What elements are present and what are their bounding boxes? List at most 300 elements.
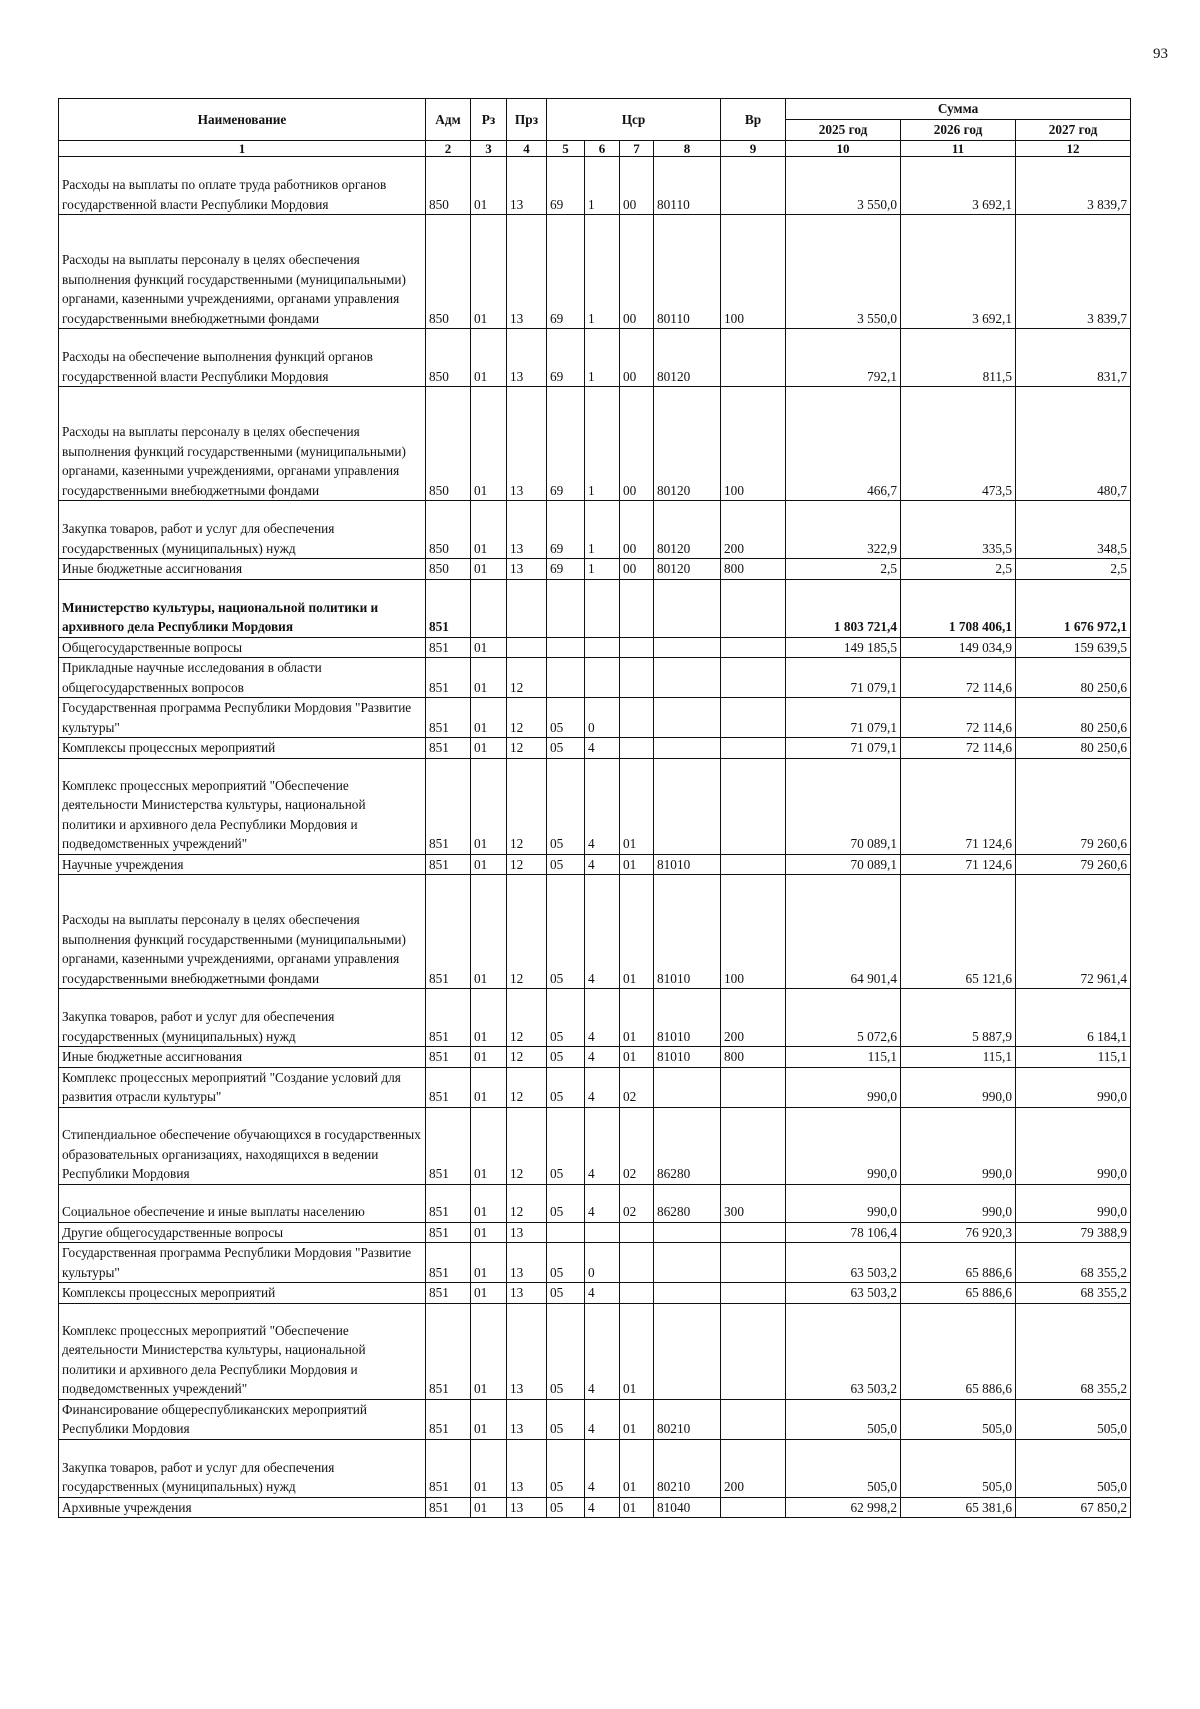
cell-adm: 850 [426, 387, 471, 501]
cell-s3: 3 839,7 [1016, 215, 1131, 329]
cell-prz: 12 [507, 738, 547, 759]
cell-s2: 65 381,6 [901, 1497, 1016, 1518]
cell-s3: 3 839,7 [1016, 157, 1131, 215]
cell-prz: 12 [507, 698, 547, 738]
cell-vr [721, 1303, 786, 1399]
cell-rz [471, 579, 507, 637]
cell-rz: 01 [471, 1047, 507, 1068]
cell-c1: 05 [547, 1497, 585, 1518]
cell-s3: 79 260,6 [1016, 854, 1131, 875]
cell-name: Закупка товаров, работ и услуг для обеспечения государственных (муниципальных) нужд [59, 501, 426, 559]
cell-s3: 990,0 [1016, 1067, 1131, 1107]
cell-name: Комплексы процессных мероприятий [59, 738, 426, 759]
cell-c4: 80210 [654, 1399, 721, 1439]
cell-c1: 05 [547, 1303, 585, 1399]
cell-c2: 4 [585, 758, 620, 854]
cell-rz: 01 [471, 758, 507, 854]
cell-c4: 81010 [654, 854, 721, 875]
cell-s2: 1 708 406,1 [901, 579, 1016, 637]
cell-prz [507, 579, 547, 637]
cell-s2: 76 920,3 [901, 1222, 1016, 1243]
header-adm: Адм [426, 99, 471, 141]
cell-c2: 0 [585, 1243, 620, 1283]
cell-s2: 990,0 [901, 1067, 1016, 1107]
cell-c2: 4 [585, 854, 620, 875]
cell-name: Расходы на выплаты персоналу в целях обеспечения выполнения функций государственными (муниципальными) органами, казенными учреждениями, органами управления государственными внебюджетными фондами [59, 215, 426, 329]
table-row [59, 1399, 1131, 1439]
cell-name: Финансирование общереспубликанских мероприятий Республики Мордовия [59, 1399, 426, 1439]
cell-s1: 466,7 [786, 387, 901, 501]
table-row [59, 758, 1131, 854]
cell-c4: 81010 [654, 989, 721, 1047]
cell-prz: 13 [507, 1283, 547, 1304]
cell-c2: 4 [585, 1439, 620, 1497]
cell-c3: 00 [620, 501, 654, 559]
cell-c1: 69 [547, 387, 585, 501]
cell-s2: 65 886,6 [901, 1303, 1016, 1399]
header-year-2026: 2026 год [901, 120, 1016, 141]
cell-c1: 05 [547, 1047, 585, 1068]
cell-c2 [585, 658, 620, 698]
cell-c4: 80210 [654, 1439, 721, 1497]
cell-c1 [547, 579, 585, 637]
cell-adm: 851 [426, 854, 471, 875]
cell-adm: 851 [426, 698, 471, 738]
cell-adm: 850 [426, 157, 471, 215]
cell-c4: 81010 [654, 875, 721, 989]
cell-s1: 5 072,6 [786, 989, 901, 1047]
cell-s3: 72 961,4 [1016, 875, 1131, 989]
cell-vr [721, 1283, 786, 1304]
cell-s2: 2,5 [901, 559, 1016, 580]
column-number: 7 [620, 141, 654, 157]
budget-rows [59, 157, 1131, 1518]
table-row [59, 658, 1131, 698]
cell-c4 [654, 698, 721, 738]
cell-s2: 72 114,6 [901, 658, 1016, 698]
cell-vr [721, 758, 786, 854]
cell-name: Стипендиальное обеспечение обучающихся в государственных образовательных организациях, находящихся в ведении Республики Мордовия [59, 1107, 426, 1184]
cell-s1: 63 503,2 [786, 1283, 901, 1304]
cell-c1: 05 [547, 1283, 585, 1304]
cell-rz: 01 [471, 854, 507, 875]
cell-s1: 71 079,1 [786, 698, 901, 738]
cell-adm: 851 [426, 1067, 471, 1107]
cell-s1: 78 106,4 [786, 1222, 901, 1243]
cell-adm: 851 [426, 875, 471, 989]
cell-prz: 12 [507, 989, 547, 1047]
cell-prz: 13 [507, 1303, 547, 1399]
cell-c4 [654, 1283, 721, 1304]
cell-prz: 13 [507, 329, 547, 387]
cell-prz [507, 637, 547, 658]
cell-name: Комплекс процессных мероприятий "Создание условий для развития отрасли культуры" [59, 1067, 426, 1107]
cell-name: Расходы на выплаты персоналу в целях обеспечения выполнения функций государственными (муниципальными) органами, казенными учреждениями, органами управления государственными внебюджетными фондами [59, 387, 426, 501]
cell-rz: 01 [471, 658, 507, 698]
cell-c4 [654, 1067, 721, 1107]
cell-s2: 71 124,6 [901, 854, 1016, 875]
cell-c2 [585, 637, 620, 658]
cell-c2: 4 [585, 1399, 620, 1439]
cell-adm: 851 [426, 1107, 471, 1184]
cell-prz: 13 [507, 559, 547, 580]
cell-vr [721, 1399, 786, 1439]
cell-s3: 80 250,6 [1016, 738, 1131, 759]
cell-rz: 01 [471, 875, 507, 989]
cell-vr: 100 [721, 215, 786, 329]
cell-c3 [620, 637, 654, 658]
cell-name: Комплекс процессных мероприятий "Обеспечение деятельности Министерства культуры, национальной политики и архивного дела Республики Мордовия и подведомственных учреждений" [59, 1303, 426, 1399]
cell-c2: 1 [585, 501, 620, 559]
cell-prz: 13 [507, 1243, 547, 1283]
cell-name: Прикладные научные исследования в области общегосударственных вопросов [59, 658, 426, 698]
cell-adm: 850 [426, 329, 471, 387]
cell-c1: 05 [547, 1243, 585, 1283]
table-row [59, 854, 1131, 875]
cell-prz: 12 [507, 758, 547, 854]
cell-c4 [654, 1222, 721, 1243]
cell-s2: 72 114,6 [901, 698, 1016, 738]
cell-s1: 505,0 [786, 1399, 901, 1439]
cell-c2: 4 [585, 1107, 620, 1184]
cell-adm: 851 [426, 637, 471, 658]
cell-name: Общегосударственные вопросы [59, 637, 426, 658]
cell-c1: 05 [547, 1184, 585, 1222]
cell-c1 [547, 637, 585, 658]
cell-s3: 80 250,6 [1016, 698, 1131, 738]
cell-c1 [547, 1222, 585, 1243]
cell-c2: 0 [585, 698, 620, 738]
table-row [59, 387, 1131, 501]
header-csr: Цср [547, 99, 721, 141]
cell-vr: 200 [721, 1439, 786, 1497]
cell-s1: 2,5 [786, 559, 901, 580]
cell-c1: 69 [547, 215, 585, 329]
header-sum: Сумма [786, 99, 1131, 120]
cell-prz: 13 [507, 501, 547, 559]
cell-c3: 01 [620, 989, 654, 1047]
cell-prz: 12 [507, 658, 547, 698]
table-row [59, 1047, 1131, 1068]
cell-c1: 05 [547, 698, 585, 738]
cell-c3: 02 [620, 1067, 654, 1107]
cell-c1: 05 [547, 1067, 585, 1107]
cell-c1: 05 [547, 758, 585, 854]
cell-c1: 05 [547, 854, 585, 875]
cell-s2: 811,5 [901, 329, 1016, 387]
table-row [59, 698, 1131, 738]
table-row [59, 579, 1131, 637]
cell-c3: 01 [620, 758, 654, 854]
cell-adm: 851 [426, 1047, 471, 1068]
cell-s3: 2,5 [1016, 559, 1131, 580]
cell-prz: 12 [507, 1107, 547, 1184]
column-number: 10 [786, 141, 901, 157]
cell-vr: 300 [721, 1184, 786, 1222]
column-number: 11 [901, 141, 1016, 157]
cell-c1: 69 [547, 157, 585, 215]
cell-s2: 990,0 [901, 1107, 1016, 1184]
cell-prz: 13 [507, 1399, 547, 1439]
cell-c2: 4 [585, 1184, 620, 1222]
cell-c3: 02 [620, 1184, 654, 1222]
cell-c3: 00 [620, 215, 654, 329]
cell-vr [721, 157, 786, 215]
header-name: Наименование [59, 99, 426, 141]
table-row [59, 501, 1131, 559]
cell-prz: 12 [507, 1067, 547, 1107]
table-row [59, 1303, 1131, 1399]
header-year-2025: 2025 год [786, 120, 901, 141]
cell-rz: 01 [471, 501, 507, 559]
cell-s1: 322,9 [786, 501, 901, 559]
table-row [59, 559, 1131, 580]
cell-s2: 335,5 [901, 501, 1016, 559]
cell-prz: 13 [507, 1222, 547, 1243]
cell-rz: 01 [471, 157, 507, 215]
cell-rz: 01 [471, 1243, 507, 1283]
cell-s1: 62 998,2 [786, 1497, 901, 1518]
cell-adm: 851 [426, 738, 471, 759]
cell-adm: 851 [426, 989, 471, 1047]
cell-s1: 71 079,1 [786, 738, 901, 759]
cell-c2: 1 [585, 329, 620, 387]
cell-rz: 01 [471, 1303, 507, 1399]
cell-vr [721, 1243, 786, 1283]
cell-s2: 72 114,6 [901, 738, 1016, 759]
cell-rz: 01 [471, 738, 507, 759]
cell-vr [721, 854, 786, 875]
column-number: 12 [1016, 141, 1131, 157]
table-row [59, 1243, 1131, 1283]
cell-name: Комплекс процессных мероприятий "Обеспечение деятельности Министерства культуры, национальной политики и архивного дела Республики Мордовия и подведомственных учреждений" [59, 758, 426, 854]
cell-adm: 851 [426, 579, 471, 637]
cell-c3 [620, 1243, 654, 1283]
header-vr: Вр [721, 99, 786, 141]
header-rz: Рз [471, 99, 507, 141]
cell-c3: 01 [620, 1047, 654, 1068]
cell-c4 [654, 1303, 721, 1399]
cell-adm: 851 [426, 1243, 471, 1283]
table-row [59, 1439, 1131, 1497]
cell-c2: 4 [585, 1303, 620, 1399]
cell-vr: 100 [721, 875, 786, 989]
cell-c1: 69 [547, 501, 585, 559]
cell-c1: 05 [547, 989, 585, 1047]
cell-c4: 86280 [654, 1184, 721, 1222]
cell-s2: 149 034,9 [901, 637, 1016, 658]
cell-s3: 990,0 [1016, 1184, 1131, 1222]
cell-rz: 01 [471, 329, 507, 387]
cell-c4: 80120 [654, 559, 721, 580]
cell-c2: 4 [585, 989, 620, 1047]
cell-vr [721, 1067, 786, 1107]
cell-adm: 850 [426, 559, 471, 580]
cell-c1 [547, 658, 585, 698]
cell-s1: 990,0 [786, 1184, 901, 1222]
table-row [59, 1107, 1131, 1184]
cell-adm: 851 [426, 658, 471, 698]
cell-prz: 13 [507, 157, 547, 215]
cell-vr: 800 [721, 1047, 786, 1068]
cell-s1: 70 089,1 [786, 758, 901, 854]
cell-name: Закупка товаров, работ и услуг для обеспечения государственных (муниципальных) нужд [59, 1439, 426, 1497]
cell-c3: 01 [620, 1303, 654, 1399]
header-prz: Прз [507, 99, 547, 141]
table-row [59, 1184, 1131, 1222]
cell-s2: 71 124,6 [901, 758, 1016, 854]
column-number: 2 [426, 141, 471, 157]
cell-s1: 990,0 [786, 1067, 901, 1107]
cell-c4: 80110 [654, 215, 721, 329]
cell-c4: 81040 [654, 1497, 721, 1518]
cell-s1: 70 089,1 [786, 854, 901, 875]
cell-s1: 64 901,4 [786, 875, 901, 989]
column-number: 5 [547, 141, 585, 157]
cell-name: Закупка товаров, работ и услуг для обеспечения государственных (муниципальных) нужд [59, 989, 426, 1047]
cell-s2: 65 886,6 [901, 1283, 1016, 1304]
cell-vr [721, 658, 786, 698]
cell-c3 [620, 1222, 654, 1243]
budget-table [58, 98, 1131, 1518]
cell-c2 [585, 1222, 620, 1243]
cell-c4: 80120 [654, 329, 721, 387]
cell-c3: 01 [620, 1399, 654, 1439]
cell-c3: 01 [620, 875, 654, 989]
table-row [59, 1497, 1131, 1518]
cell-rz: 01 [471, 1439, 507, 1497]
cell-s2: 505,0 [901, 1399, 1016, 1439]
cell-vr [721, 579, 786, 637]
cell-adm: 850 [426, 215, 471, 329]
cell-c3 [620, 698, 654, 738]
column-number: 4 [507, 141, 547, 157]
cell-s3: 68 355,2 [1016, 1303, 1131, 1399]
cell-vr: 800 [721, 559, 786, 580]
table-row [59, 989, 1131, 1047]
column-number: 1 [59, 141, 426, 157]
cell-c3 [620, 738, 654, 759]
cell-c1: 05 [547, 875, 585, 989]
cell-adm: 850 [426, 501, 471, 559]
table-row [59, 875, 1131, 989]
cell-vr [721, 1222, 786, 1243]
cell-c1: 69 [547, 559, 585, 580]
cell-s3: 79 388,9 [1016, 1222, 1131, 1243]
cell-s2: 3 692,1 [901, 215, 1016, 329]
cell-c3 [620, 1283, 654, 1304]
column-number: 8 [654, 141, 721, 157]
cell-s3: 480,7 [1016, 387, 1131, 501]
cell-c1: 69 [547, 329, 585, 387]
cell-rz: 01 [471, 637, 507, 658]
cell-s1: 71 079,1 [786, 658, 901, 698]
cell-s3: 505,0 [1016, 1439, 1131, 1497]
cell-c4: 80120 [654, 387, 721, 501]
cell-rz: 01 [471, 698, 507, 738]
cell-s3: 1 676 972,1 [1016, 579, 1131, 637]
cell-prz: 12 [507, 1047, 547, 1068]
column-number: 3 [471, 141, 507, 157]
cell-c2: 1 [585, 215, 620, 329]
cell-c2: 4 [585, 1047, 620, 1068]
cell-s1: 63 503,2 [786, 1243, 901, 1283]
cell-c3 [620, 579, 654, 637]
cell-prz: 12 [507, 1184, 547, 1222]
table-row [59, 157, 1131, 215]
cell-s3: 115,1 [1016, 1047, 1131, 1068]
cell-name: Расходы на обеспечение выполнения функций органов государственной власти Республики Мордовия [59, 329, 426, 387]
cell-s3: 80 250,6 [1016, 658, 1131, 698]
cell-c3: 00 [620, 329, 654, 387]
cell-s2: 990,0 [901, 1184, 1016, 1222]
table-row [59, 1222, 1131, 1243]
column-number: 9 [721, 141, 786, 157]
cell-c3: 00 [620, 157, 654, 215]
cell-name: Министерство культуры, национальной политики и архивного дела Республики Мордовия [59, 579, 426, 637]
cell-c3 [620, 658, 654, 698]
cell-s3: 990,0 [1016, 1107, 1131, 1184]
cell-rz: 01 [471, 1067, 507, 1107]
cell-c2 [585, 579, 620, 637]
cell-adm: 851 [426, 758, 471, 854]
cell-s2: 65 121,6 [901, 875, 1016, 989]
cell-adm: 851 [426, 1303, 471, 1399]
cell-c4 [654, 738, 721, 759]
cell-s3: 159 639,5 [1016, 637, 1131, 658]
cell-adm: 851 [426, 1399, 471, 1439]
cell-rz: 01 [471, 1497, 507, 1518]
cell-adm: 851 [426, 1439, 471, 1497]
cell-s1: 792,1 [786, 329, 901, 387]
cell-name: Социальное обеспечение и иные выплаты населению [59, 1184, 426, 1222]
cell-vr: 200 [721, 989, 786, 1047]
cell-s2: 5 887,9 [901, 989, 1016, 1047]
cell-c1: 05 [547, 1107, 585, 1184]
table-row [59, 215, 1131, 329]
cell-rz: 01 [471, 387, 507, 501]
cell-c2: 4 [585, 738, 620, 759]
cell-adm: 851 [426, 1222, 471, 1243]
cell-c4: 86280 [654, 1107, 721, 1184]
cell-s2: 3 692,1 [901, 157, 1016, 215]
cell-c3: 00 [620, 387, 654, 501]
cell-s1: 149 185,5 [786, 637, 901, 658]
cell-vr [721, 738, 786, 759]
table-row [59, 1067, 1131, 1107]
cell-s1: 63 503,2 [786, 1303, 901, 1399]
cell-adm: 851 [426, 1283, 471, 1304]
cell-c3: 00 [620, 559, 654, 580]
cell-s2: 473,5 [901, 387, 1016, 501]
cell-c1: 05 [547, 1439, 585, 1497]
table-row [59, 738, 1131, 759]
cell-name: Иные бюджетные ассигнования [59, 559, 426, 580]
cell-s1: 3 550,0 [786, 215, 901, 329]
cell-s2: 65 886,6 [901, 1243, 1016, 1283]
cell-c2: 1 [585, 559, 620, 580]
page-number: 93 [1153, 46, 1168, 62]
column-numbers-row [59, 141, 1131, 157]
cell-rz: 01 [471, 1107, 507, 1184]
header-year-2027: 2027 год [1016, 120, 1131, 141]
cell-name: Расходы на выплаты по оплате труда работников органов государственной власти Республики Мордовия [59, 157, 426, 215]
cell-prz: 13 [507, 1439, 547, 1497]
table-row [59, 329, 1131, 387]
cell-c2: 4 [585, 1497, 620, 1518]
cell-c3: 01 [620, 1497, 654, 1518]
cell-prz: 12 [507, 875, 547, 989]
